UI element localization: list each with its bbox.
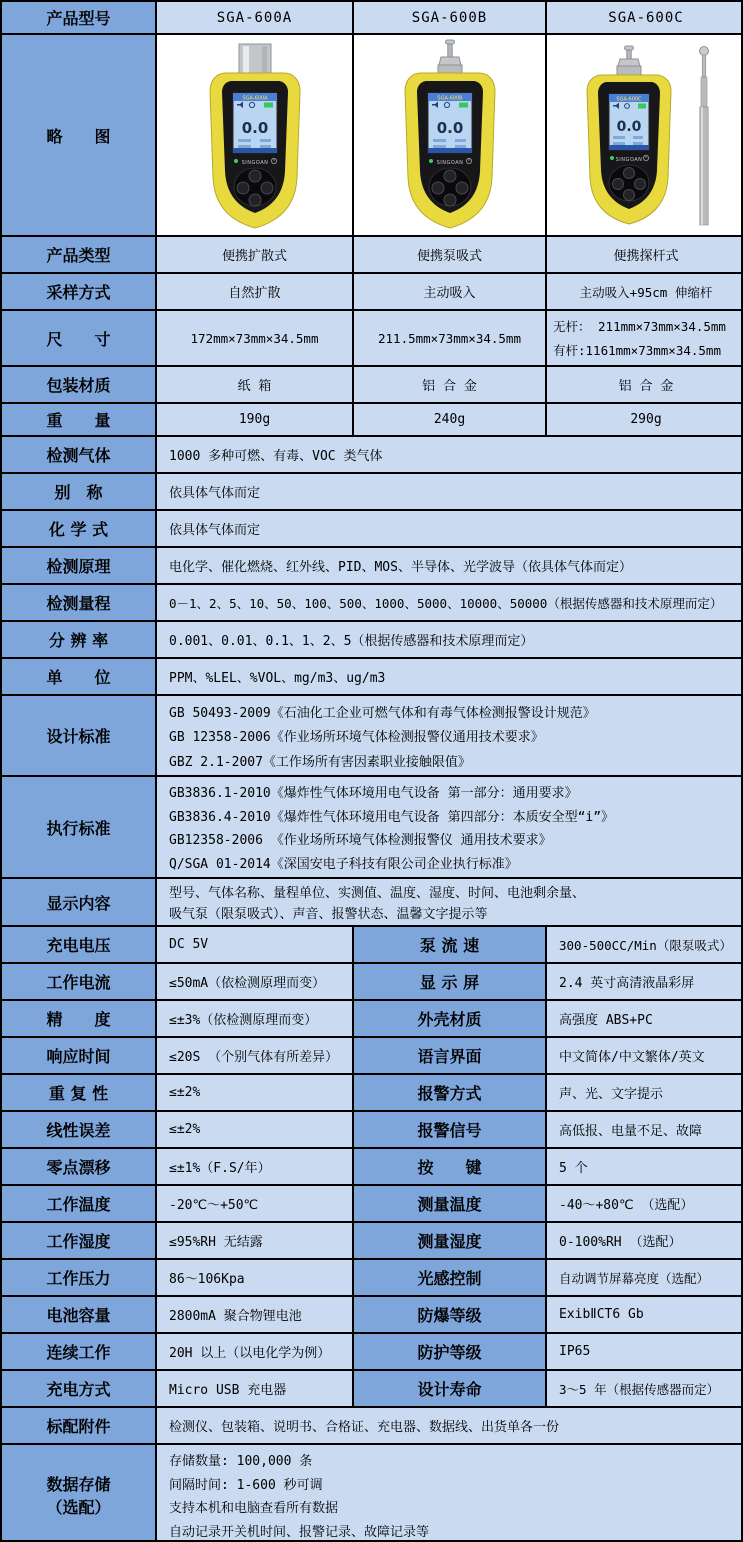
standard-line: Q/SGA 01-2014《深国安电子科技有限公司企业执行标准》 [169,857,518,873]
table-row-unit [2,659,741,696]
spec-label-right: 防护等级 [354,1334,547,1371]
row-value: 0.001、0.01、0.1、1、2、5（根据传感器和技术原理而定） [157,622,743,659]
battery-icon [264,103,273,108]
table-row-design-standard [2,696,741,777]
spec-label-left: 精 度 [2,1001,157,1038]
device-c-illustration [566,39,726,231]
model-row-label: 产品型号 [2,2,157,35]
cell-value-c [547,311,743,367]
spec-label-left: 响应时间 [2,1038,157,1075]
dpad-buttons [609,165,649,201]
row-label: 分 辨 率 [2,622,157,659]
spec-row-working-pressure [2,1260,741,1297]
row-label: 显示内容 [2,879,157,927]
dimension-without-rod: 无杆： 211mm×73mm×34.5mm [553,319,726,334]
device-photo-sga600c [547,35,743,237]
row-value: PPM、%LEL、%VOL、mg/m3、ug/m3 [157,659,743,696]
dpad-buttons [429,168,471,206]
model-a: SGA-600A [157,2,354,35]
row-label: 检测原理 [2,548,157,585]
spec-value-right: 2.4 英寸高清液晶彩屏 [547,964,743,1001]
row-label: 重 量 [2,404,157,437]
led-indicator [610,156,614,160]
battery-icon [459,103,468,108]
spec-label-right: 语言界面 [354,1038,547,1075]
spec-label-right: 防爆等级 [354,1297,547,1334]
spec-label-left: 重 复 性 [2,1075,157,1112]
spec-label-left: 工作压力 [2,1260,157,1297]
spec-label-left: 充电方式 [2,1371,157,1408]
screen-model-text: SGA-600B [436,95,463,102]
row-value: 依具体气体而定 [157,511,743,548]
brand-text: SINGOAN [615,157,643,163]
spec-row-working-current [2,964,741,1001]
spec-value-left: 2800mA 聚合物锂电池 [157,1297,354,1334]
spec-label-right: 光感控制 [354,1260,547,1297]
row-value: 检测仪、包装箱、说明书、合格证、充电器、数据线、出货单各一份 [157,1408,743,1445]
spec-label-right: 显 示 屏 [354,964,547,1001]
spec-value-left: ≤±2% [157,1112,354,1149]
spec-row-charging-method [2,1371,741,1408]
spec-value-right: 高强度 ABS+PC [547,1001,743,1038]
storage-label-line2: （选配） [46,1498,111,1517]
spec-label-right: 测量湿度 [354,1223,547,1260]
row-value: 依具体气体而定 [157,474,743,511]
table-row-display-content [2,879,741,927]
table-row-formula [2,511,741,548]
device-photo-sga600b [354,35,547,237]
table-row-principle [2,548,741,585]
table-row-gases [2,437,741,474]
spec-value-left: ≤95%RH 无结露 [157,1223,354,1260]
screen-model-text: SGA-600C [616,96,642,103]
standard-line: GB 50493-2009《石油化工企业可燃气体和有毒气体检测报警设计规范》 [169,705,596,721]
spec-row-charge-voltage [2,927,741,964]
spec-value-left: ≤±2% [157,1075,354,1112]
dimension-with-rod: 有杆:1161mm×73mm×34.5mm [553,343,721,358]
spec-value-right: 3～5 年（根据传感器而定） [547,1371,743,1408]
screen-model-text: SGA-600A [241,95,268,102]
device-photo-sga600a [157,35,354,237]
table-row-product-type [2,237,741,274]
table-row-resolution [2,622,741,659]
spec-value-right: -40～+80℃ （选配） [547,1186,743,1223]
cell-value-a: 便携扩散式 [157,237,354,274]
spec-value-right: 中文简体/中文繁体/英文 [547,1038,743,1075]
row-label: 标配附件 [2,1408,157,1445]
spec-label-right: 泵 流 速 [354,927,547,964]
screen-reading: 0.0 [616,119,642,135]
table-row-sketch [2,35,741,237]
pump-probe [617,46,641,75]
spec-label-left: 工作温度 [2,1186,157,1223]
spec-row-continuous-work [2,1334,741,1371]
cell-value-b: 主动吸入 [354,274,547,311]
display-line: 吸气泵（限泵吸式）、声音、报警状态、温馨文字提示等 [169,907,488,923]
spec-value-right: 声、光、文字提示 [547,1075,743,1112]
table-row-alias [2,474,741,511]
cell-value-a: 纸 箱 [157,367,354,404]
device-b-illustration [375,39,525,231]
cell-value-a: 172mm×73mm×34.5mm [157,311,354,367]
row-value [157,777,743,879]
spec-label-right: 测量温度 [354,1186,547,1223]
cell-value-b: 铝 合 金 [354,367,547,404]
cell-value-b: 240g [354,404,547,437]
storage-label-line1: 数据存储 [46,1475,111,1494]
battery-icon [638,104,646,109]
dpad-buttons [234,168,276,206]
spec-value-right: 自动调节屏幕亮度（选配） [547,1260,743,1297]
model-c: SGA-600C [547,2,743,35]
spec-label-right: 外壳材质 [354,1001,547,1038]
spec-value-left: ≤±3%（依检测原理而变） [157,1001,354,1038]
row-label: 尺 寸 [2,311,157,367]
row-label: 执行标准 [2,777,157,879]
spec-label-right: 报警方式 [354,1075,547,1112]
cell-value-c: 铝 合 金 [547,367,743,404]
storage-line: 存储数量: 100,000 条 [169,1453,313,1469]
row-label: 产品类型 [2,237,157,274]
spec-label-left: 充电电压 [2,927,157,964]
standard-line: GB 12358-2006《作业场所环境气体检测报警仪通用技术要求》 [169,730,544,745]
sensor-cap [239,44,271,75]
sketch-row-label: 略 图 [2,35,157,237]
led-indicator [429,159,433,163]
brand-text: SINGOAN [436,160,463,166]
spec-value-left: 20H 以上（以电化学为例） [157,1334,354,1371]
telescopic-rod [700,47,709,226]
row-label: 化 学 式 [2,511,157,548]
spec-row-battery [2,1297,741,1334]
cell-value-b: 便携泵吸式 [354,237,547,274]
spec-label-right: 报警信号 [354,1112,547,1149]
pump-probe [438,40,462,75]
spec-label-left: 连续工作 [2,1334,157,1371]
spec-row-working-temp [2,1186,741,1223]
spec-value-right: 0-100%RH （选配） [547,1223,743,1260]
model-b: SGA-600B [354,2,547,35]
screen-reading: 0.0 [436,119,463,137]
spec-row-accuracy [2,1001,741,1038]
row-value [157,879,743,927]
spec-value-right: IP65 [547,1334,743,1371]
spec-row-working-humidity [2,1223,741,1260]
cell-value-a: 190g [157,404,354,437]
spec-value-right: 高低报、电量不足、故障 [547,1112,743,1149]
spec-row-repeatability [2,1075,741,1112]
spec-value-left: DC 5V [157,927,354,964]
spec-value-left: ≤±1%（F.S/年） [157,1149,354,1186]
device-screen [233,93,277,153]
device-a-illustration [180,39,330,231]
device-c-body-group [587,46,671,224]
standard-line: GB3836.4-2010《爆炸性气体环境用电气设备 第四部分：本质安全型“i”》 [169,809,615,825]
spec-row-linearity [2,1112,741,1149]
row-label: 包装材质 [2,367,157,404]
row-label: 采样方式 [2,274,157,311]
row-label: 检测量程 [2,585,157,622]
table-row-sampling [2,274,741,311]
spec-label-left: 零点漂移 [2,1149,157,1186]
spec-value-right: 5 个 [547,1149,743,1186]
cell-value-b: 211.5mm×73mm×34.5mm [354,311,547,367]
row-label: 检测气体 [2,437,157,474]
storage-line: 自动记录开关机时间、报警记录、故障记录等 [169,1525,430,1541]
spec-label-right: 设计寿命 [354,1371,547,1408]
spec-value-right: 300-500CC/Min（限泵吸式） [547,927,743,964]
table-row-packaging [2,367,741,404]
spec-label-left: 电池容量 [2,1297,157,1334]
table-row-weight [2,404,741,437]
table-row-data-storage [2,1445,741,1542]
device-screen [609,94,649,150]
cell-value-c: 290g [547,404,743,437]
spec-row-response-time [2,1038,741,1075]
row-label: 单 位 [2,659,157,696]
row-value: 0－1、2、5、10、50、100、500、1000、5000、10000、50000（根据传感器和技术原理而定） [157,585,743,622]
row-value [157,1445,743,1542]
spec-value-left: ≤20S （个别气体有所差异） [157,1038,354,1075]
row-label [2,1445,157,1542]
table-row-exec-standard [2,777,741,879]
spec-label-right: 按 键 [354,1149,547,1186]
row-value: 1000 多种可燃、有毒、VOC 类气体 [157,437,743,474]
standard-line: GB3836.1-2010《爆炸性气体环境用电气设备 第一部分：通用要求》 [169,785,578,801]
storage-line: 间隔时间: 1-600 秒可调 [169,1477,323,1493]
spec-value-left: -20℃～+50℃ [157,1186,354,1223]
led-indicator [234,159,238,163]
storage-line: 支持本机和电脑查看所有数据 [169,1501,339,1517]
row-value [157,696,743,777]
spec-value-right: ExibⅡCT6 Gb [547,1297,743,1334]
standard-line: GB12358-2006 《作业场所环境气体检测报警仪 通用技术要求》 [169,833,552,849]
row-label: 别 称 [2,474,157,511]
spec-label-left: 工作湿度 [2,1223,157,1260]
row-label: 设计标准 [2,696,157,777]
spec-value-left: Micro USB 充电器 [157,1371,354,1408]
spec-row-zero-drift [2,1149,741,1186]
table-row-models [2,2,741,35]
cell-value-c: 便携探杆式 [547,237,743,274]
table-row-dimensions [2,311,741,367]
table-row-range [2,585,741,622]
brand-text: SINGOAN [241,160,268,166]
screen-reading: 0.0 [241,119,268,137]
table-row-accessories [2,1408,741,1445]
spec-label-left: 线性误差 [2,1112,157,1149]
cell-value-a: 自然扩散 [157,274,354,311]
display-line: 型号、气体名称、量程单位、实测值、温度、湿度、时间、电池剩余量、 [169,885,586,901]
spec-value-left: ≤50mA（依检测原理而变） [157,964,354,1001]
cell-value-c: 主动吸入+95cm 伸缩杆 [547,274,743,311]
row-value: 电化学、催化燃烧、红外线、PID、MOS、半导体、光学波导（依具体气体而定） [157,548,743,585]
spec-value-left: 86～106Kpa [157,1260,354,1297]
standard-line: GBZ 2.1-2007《工作场所有害因素职业接触限值》 [169,754,471,770]
spec-label-left: 工作电流 [2,964,157,1001]
device-screen [428,93,472,153]
